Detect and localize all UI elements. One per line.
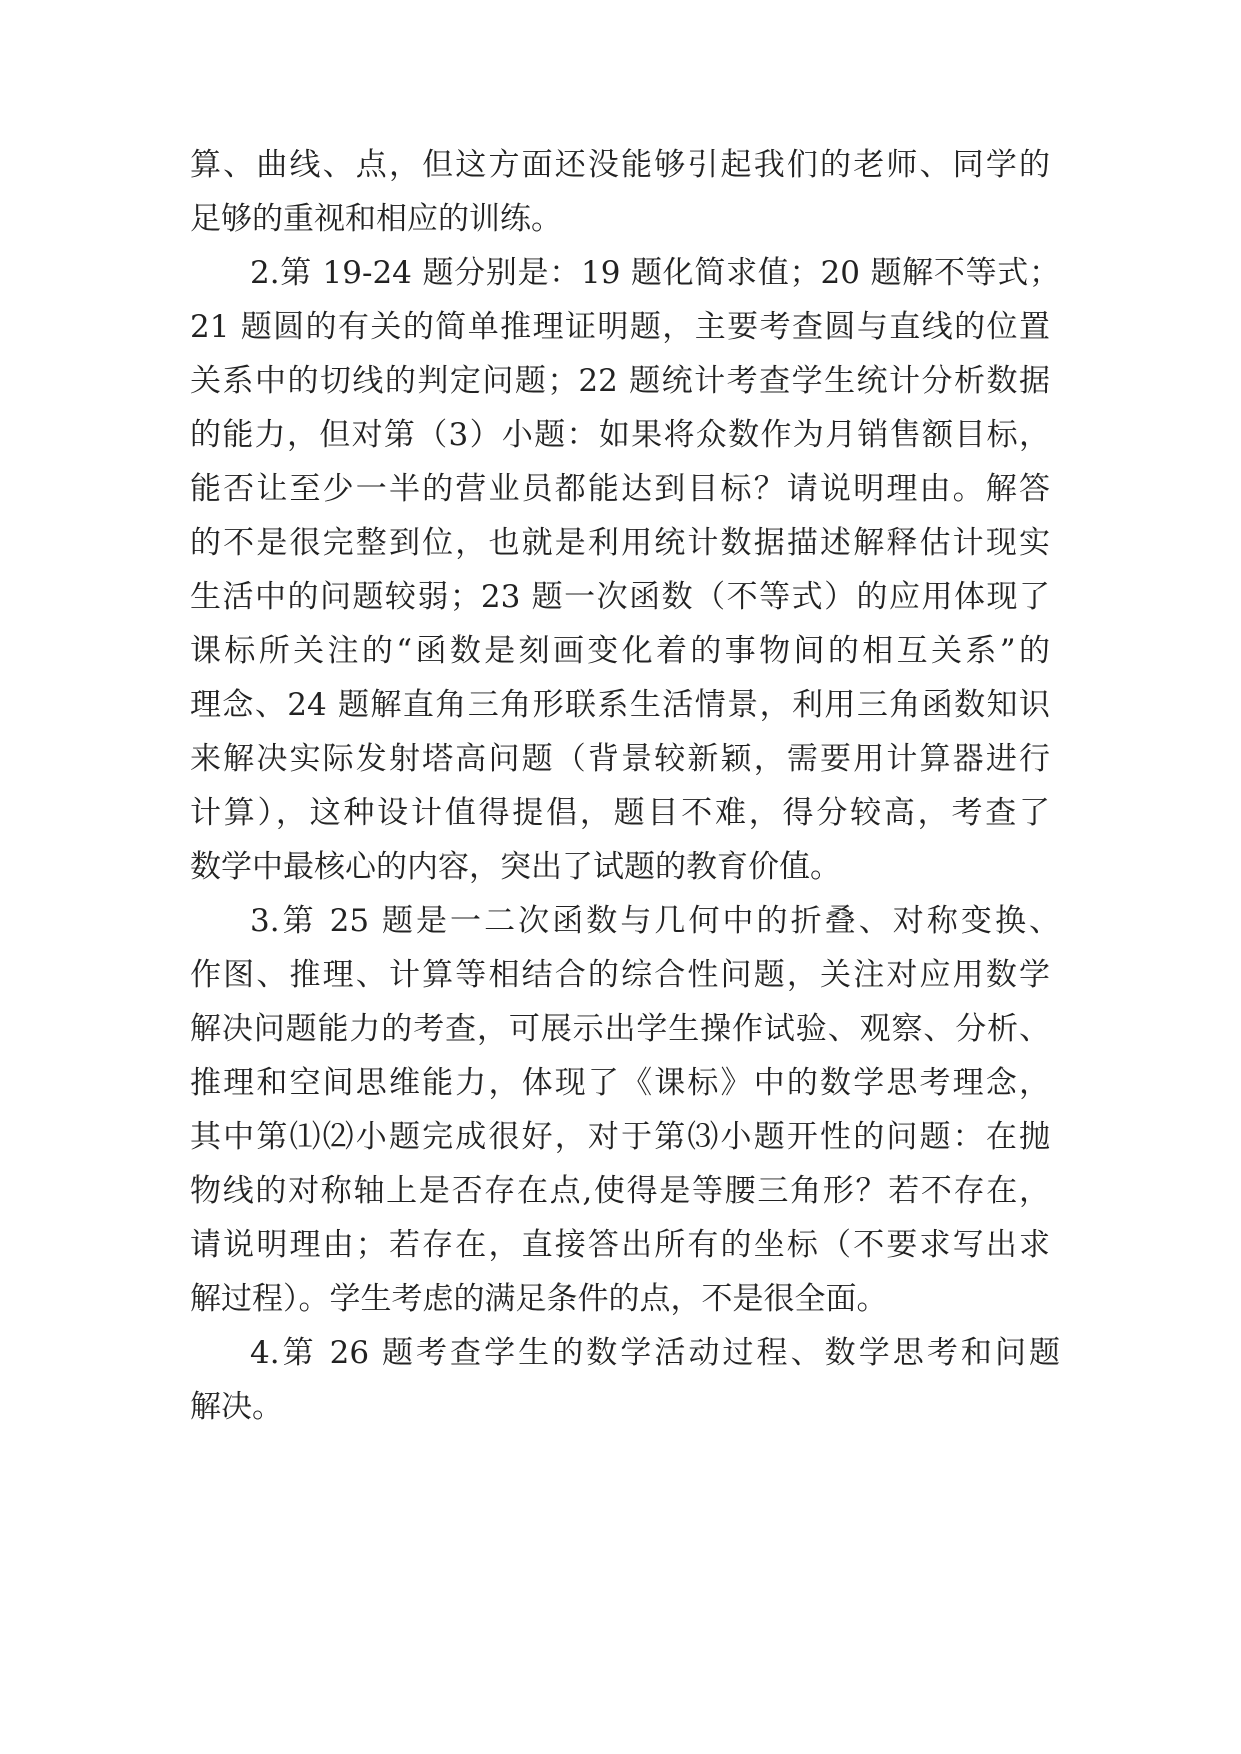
- text-line: 理念、24 题解直角三角形联系生活情景，利用三角函数知识: [190, 687, 1050, 723]
- text-line: 生活中的问题较弱；23 题一次函数（不等式）的应用体现了: [190, 579, 1050, 615]
- text-line: 解过程）。学生考虑的满足条件的点，不是很全面。: [190, 1281, 888, 1317]
- text-line: 课标所关注的“函数是刻画变化着的事物间的相互关系”的: [190, 633, 1050, 669]
- text-line: 请说明理由；若存在，直接答出所有的坐标（不要求写出求: [190, 1227, 1050, 1263]
- text-line: 解决问题能力的考查，可展示出学生操作试验、观察、分析、: [190, 1011, 1050, 1047]
- text-line: 3.第 25 题是一二次函数与几何中的折叠、对称变换、: [250, 903, 1060, 939]
- text-line: 计算），这种设计值得提倡，题目不难，得分较高，考查了: [190, 795, 1050, 831]
- text-line: 数学中最核心的内容，突出了试题的教育价值。: [190, 849, 841, 885]
- text-line: 解决。: [190, 1389, 283, 1425]
- text-line: 2.第 19-24 题分别是：19 题化简求值；20 题解不等式；: [250, 255, 1060, 291]
- text-line: 来解决实际发射塔高问题（背景较新颖，需要用计算器进行: [190, 741, 1050, 777]
- text-line: 关系中的切线的判定问题；22 题统计考查学生统计分析数据: [190, 363, 1050, 399]
- text-line: 21 题圆的有关的简单推理证明题，主要考查圆与直线的位置: [190, 309, 1050, 345]
- text-line: 作图、推理、计算等相结合的综合性问题，关注对应用数学: [190, 957, 1050, 993]
- text-line: 足够的重视和相应的训练。: [190, 201, 562, 237]
- text-line: 的能力，但对第（3）小题：如果将众数作为月销售额目标，: [190, 417, 1050, 453]
- text-line: 4.第 26 题考查学生的数学活动过程、数学思考和问题: [250, 1335, 1060, 1371]
- text-line: 物线的对称轴上是否存在点,使得是等腰三角形？若不存在，: [190, 1173, 1050, 1209]
- text-line: 能否让至少一半的营业员都能达到目标？请说明理由。解答: [190, 471, 1050, 507]
- text-line: 的不是很完整到位，也就是利用统计数据描述解释估计现实: [190, 525, 1050, 561]
- text-line: 其中第⑴⑵小题完成很好，对于第⑶小题开性的问题：在抛: [190, 1119, 1050, 1155]
- text-line: 算、曲线、点，但这方面还没能够引起我们的老师、同学的: [190, 147, 1050, 183]
- text-line: 推理和空间思维能力，体现了《课标》中的数学思考理念，: [190, 1065, 1050, 1101]
